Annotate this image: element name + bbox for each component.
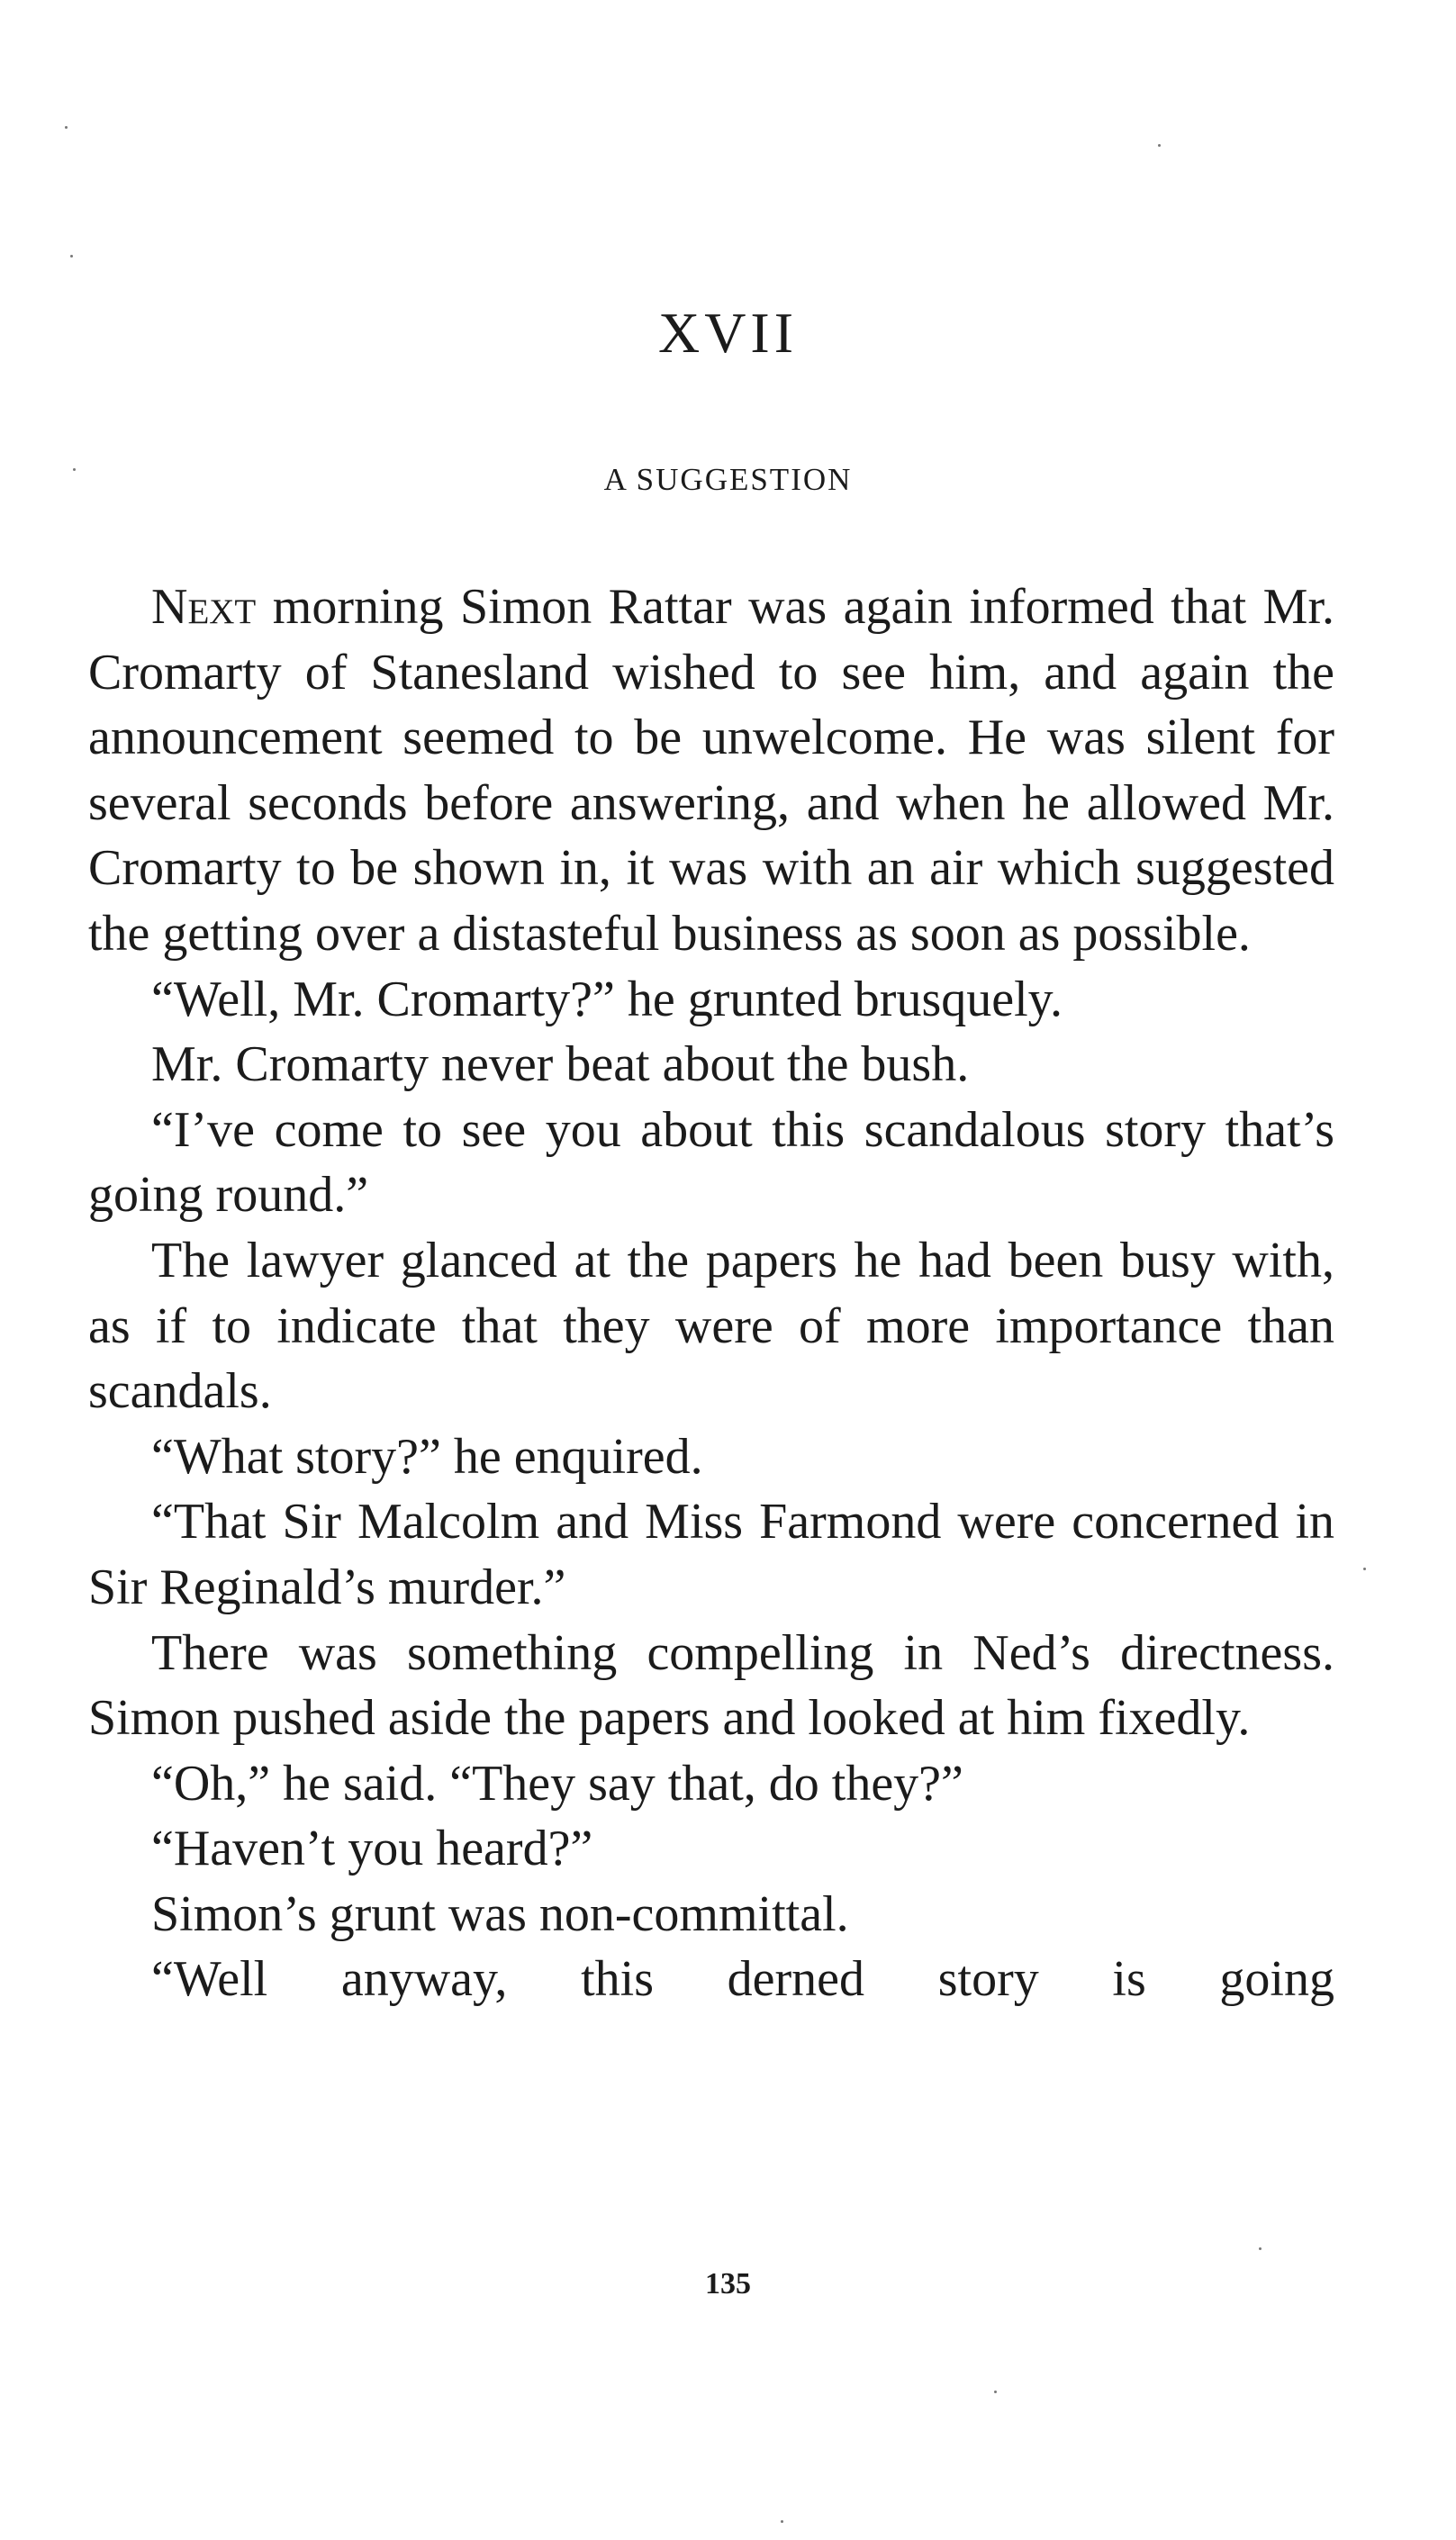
opening-word: Next — [151, 579, 257, 635]
paragraph: “Oh,” he said. “They say that, do they?” — [151, 1755, 963, 1812]
scan-speck — [994, 2391, 997, 2393]
paragraph: “I’ve come to see you about this scandalous story that’s going round.” — [88, 1101, 1334, 1224]
scan-speck — [1158, 144, 1161, 147]
paragraph: Mr. Cromarty never beat about the bush. — [151, 1036, 970, 1093]
scan-speck — [70, 255, 73, 258]
paragraph: “Haven’t you heard?” — [151, 1821, 593, 1877]
paragraph: The lawyer glanced at the papers he had been busy with, as if to indicate that they were of more importance than scandals. — [88, 1232, 1334, 1420]
paragraph: “That Sir Malcolm and Miss Farmond were concerned in Sir Reginald’s murder.” — [88, 1494, 1334, 1615]
page-number: 135 — [705, 2267, 751, 2300]
paragraph: There was something compelling in Ned’s directness. Simon pushed aside the papers and looked at him fixedly. — [88, 1624, 1334, 1747]
scan-speck — [65, 126, 68, 129]
scan-speck — [781, 2520, 783, 2523]
chapter-title: A SUGGESTION — [603, 462, 853, 497]
paragraph: “What story?” he enquired. — [151, 1428, 703, 1485]
chapter-body — [88, 574, 1334, 2012]
paragraph-text: morning Simon Rattar was again informed that Mr. Cromarty of Stanesland wished to see him, and again the announcement seemed to be unwelcome. He was silent for several seconds before answering, and when he allowed Mr. Cromarty to be shown in, it was with an air which suggested the getting over a distasteful business as soon as possible. — [88, 579, 1334, 962]
scan-speck — [1363, 1568, 1366, 1570]
paragraph: “Well anyway, this derned story is going — [151, 1951, 1334, 2008]
paragraph: Simon’s grunt was non-committal. — [151, 1885, 849, 1942]
paragraph — [88, 574, 1334, 967]
scan-speck — [1259, 2247, 1262, 2250]
chapter-number: XVII — [657, 301, 799, 365]
paragraph: “Well, Mr. Cromarty?” he grunted brusquely. — [151, 971, 1063, 1027]
